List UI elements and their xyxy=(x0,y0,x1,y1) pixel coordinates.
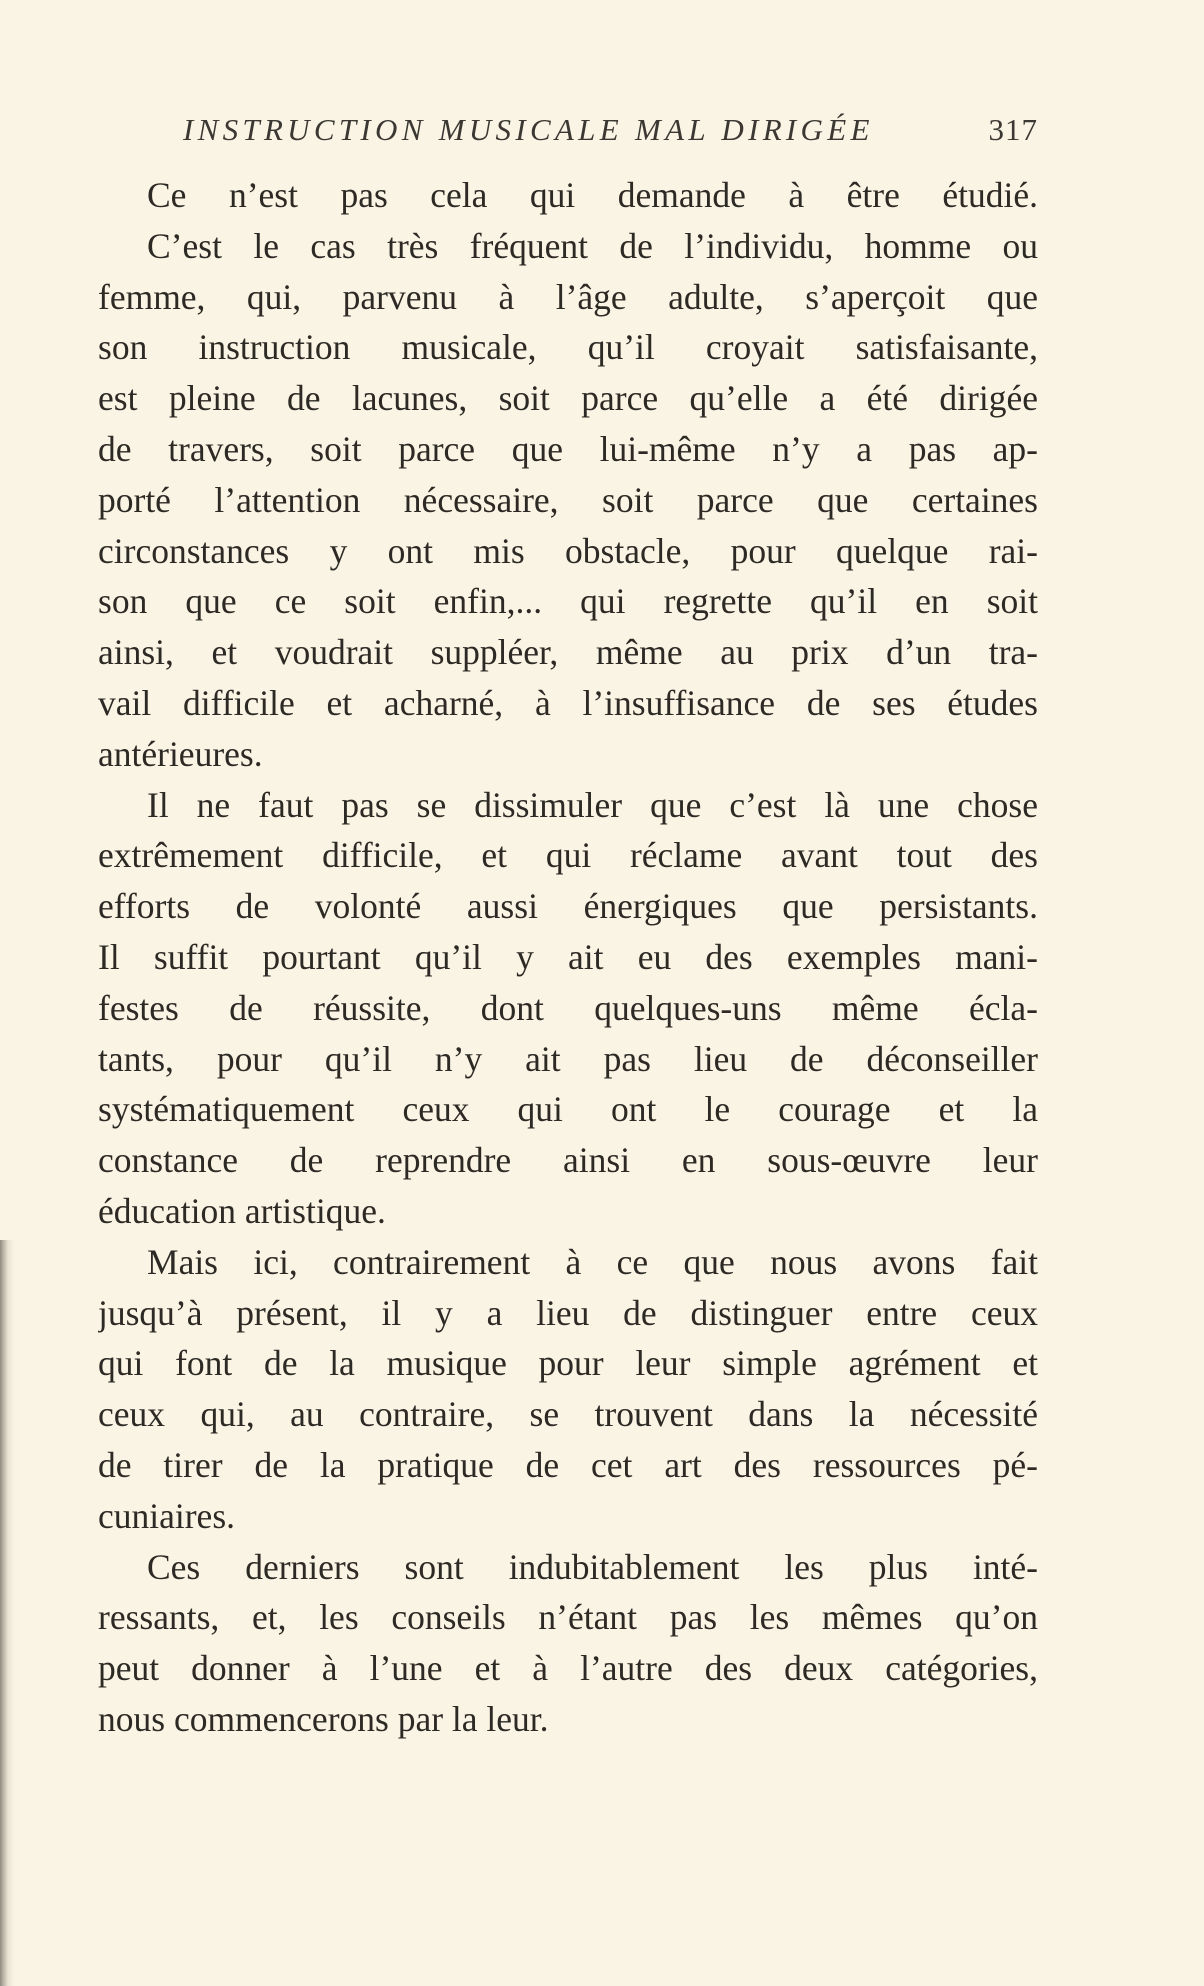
text-line: peut donner à l’une et à l’autre des deux catégories, xyxy=(98,1648,1038,1689)
text-line: Mais ici, contrairement à ce que nous avons fait xyxy=(147,1241,1038,1282)
text-line: de travers, soit parce que lui-même n’y a pas ap- xyxy=(98,428,1038,469)
text-line: est pleine de lacunes, soit parce qu’elle a été dirigée xyxy=(98,378,1038,419)
running-head xyxy=(183,112,1038,156)
text-line: porté l’attention nécessaire, soit parce que certaines xyxy=(98,479,1038,520)
text-line: de tirer de la pratique de cet art des ressources pé- xyxy=(98,1444,1038,1485)
text-line: Il ne faut pas se dissimuler que c’est là une chose xyxy=(147,784,1038,825)
text-line: ressants, et, les conseils n’étant pas les mêmes qu’on xyxy=(98,1597,1038,1638)
text-line: circonstances y ont mis obstacle, pour quelque rai- xyxy=(98,530,1038,571)
text-line: Ce n’est pas cela qui demande à être étudié. xyxy=(147,175,1038,215)
text-line: éducation artistique. xyxy=(98,1190,386,1231)
text-line: extrêmement difficile, et qui réclame avant tout des xyxy=(98,835,1038,876)
text-line: C’est le cas très fréquent de l’individu, homme ou xyxy=(147,225,1038,266)
text-line: systématiquement ceux qui ont le courage et la xyxy=(98,1089,1038,1130)
running-title: INSTRUCTION MUSICALE MAL DIRIGÉE xyxy=(183,112,874,147)
text-line: femme, qui, parvenu à l’âge adulte, s’aperçoit que xyxy=(98,276,1038,317)
text-line: Il suffit pourtant qu’il y ait eu des exemples mani- xyxy=(98,936,1038,977)
text-line: son instruction musicale, qu’il croyait satisfaisante, xyxy=(98,327,1038,368)
text-line: ainsi, et voudrait suppléer, même au prix d’un tra- xyxy=(98,632,1038,673)
text-line: tants, pour qu’il n’y ait pas lieu de déconseiller xyxy=(98,1038,1038,1079)
text-line: efforts de volonté aussi énergiques que persistants. xyxy=(98,886,1038,927)
page-binding-shadow xyxy=(0,1240,14,1986)
text-line: ceux qui, au contraire, se trouvent dans la nécessité xyxy=(98,1394,1038,1435)
text-line: cuniaires. xyxy=(98,1495,236,1536)
text-line: vail difficile et acharné, à l’insuffisance de ses études xyxy=(98,682,1038,723)
text-line: qui font de la musique pour leur simple agrément et xyxy=(98,1343,1038,1384)
text-line: festes de réussite, dont quelques-uns même écla- xyxy=(98,987,1038,1028)
text-line: Ces derniers sont indubitablement les plus inté- xyxy=(147,1546,1038,1587)
text-line: nous commencerons par la leur. xyxy=(98,1698,549,1739)
body-text xyxy=(98,170,1038,1745)
text-line: constance de reprendre ainsi en sous-œuvre leur xyxy=(98,1140,1038,1181)
text-line: antérieures. xyxy=(98,733,263,774)
text-line: jusqu’à présent, il y a lieu de distinguer entre ceux xyxy=(98,1292,1038,1333)
text-line: son que ce soit enfin,... qui regrette qu’il en soit xyxy=(98,581,1038,622)
page-number: 317 xyxy=(988,112,1038,147)
